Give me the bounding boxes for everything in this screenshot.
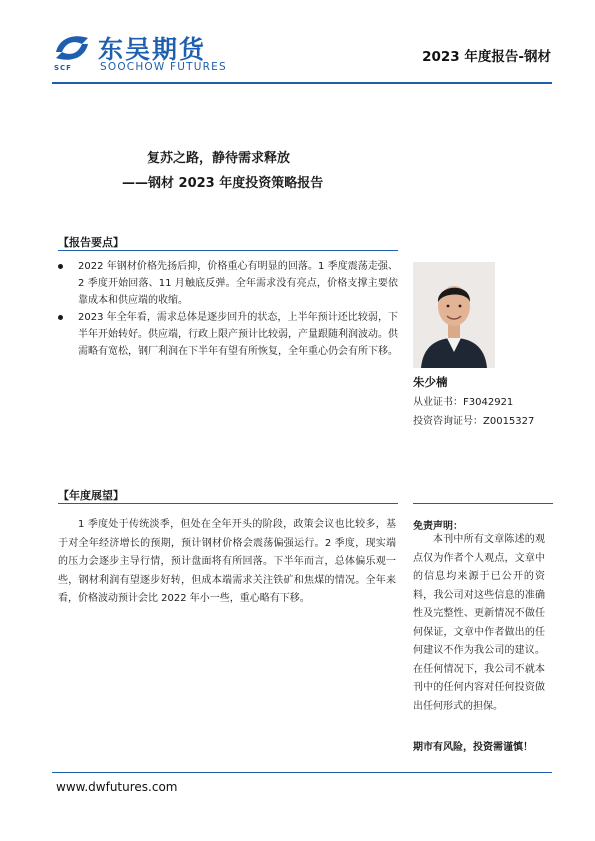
outlook-paragraph: 1 季度处于传统淡季，但处在全年开头的阶段，政策会议也比较多，基于对全年经济增长的预期，预计钢材价格会震荡偏强运行。2 季度，现实端的压力会逐步主导行情，预计盘面将有所回落。下半年而言，总体偏乐观一些，钢材利润有望逐步好转，但成本端需求关注铁矿和焦煤的情况。全年来看，价格波动预计会比 2022 年小一些，重心略有下移。: [58, 519, 396, 604]
outlook-divider: [58, 503, 398, 504]
disclaimer-title: 免责声明：: [413, 521, 463, 532]
footer-divider: [52, 772, 552, 773]
highlights-divider: [58, 250, 398, 251]
highlights-heading: 【报告要点】: [58, 236, 124, 249]
disclaimer-body: 本刊中所有文章陈述的观点仅为作者个人观点，文章中的信息均来源于已公开的资料，我公司对这些信息的准确性及完整性、更新情况不做任何保证，文章中作者做出的任何建议不作为我公司的建议。在任何情况下，我公司不就本刊中的任何内容对任何投资做出任何形式的担保。: [413, 534, 545, 712]
outlook-heading: 【年度展望】: [58, 489, 124, 502]
highlights-list: [58, 258, 398, 360]
bullet-text: 2022 年钢材价格先扬后抑，价格重心有明显的回落。1 季度震荡走强、2 季度开始回落、11 月触底反弹。全年需求没有亮点，价格支撑主要依靠成本和供应端的收缩。: [78, 261, 398, 306]
author-certificate: 从业证书：F3042921: [413, 397, 514, 408]
company-logo-icon: [52, 32, 92, 64]
author-photo: [413, 262, 495, 368]
report-header-title: 2023 年度报告-钢材: [422, 49, 551, 65]
list-item: [58, 309, 398, 360]
report-subtitle: ——钢材 2023 年度投资策略报告: [122, 176, 324, 191]
bullet-text: 2023 年全年看，需求总体是逐步回升的状态，上半年预计还比较弱，下半年开始转好。供应端，行政上限产预计比较弱，产量跟随利润波动。供需略有宽松，钢厂利润在下半年有望有所恢复，全年重心仍会有所下移。: [78, 312, 398, 357]
header-divider: [52, 82, 552, 84]
logo-chinese-name: 东吴期货: [98, 35, 207, 64]
footer-website-link[interactable]: www.dwfutures.com: [56, 780, 178, 794]
author-name: 朱少楠: [413, 375, 448, 389]
list-item: [58, 258, 398, 309]
author-advisory-license: 投资咨询证号：Z0015327: [413, 416, 535, 427]
bullet-icon: [58, 264, 63, 269]
report-title: 复苏之路，静待需求释放: [147, 151, 291, 166]
disclaimer-divider: [413, 503, 553, 504]
logo-abbreviation: SCF: [54, 64, 72, 72]
risk-warning: 期市有风险，投资需谨慎！: [413, 742, 533, 753]
logo-english-name: SOOCHOW FUTURES: [100, 61, 227, 73]
bullet-icon: [58, 315, 63, 320]
